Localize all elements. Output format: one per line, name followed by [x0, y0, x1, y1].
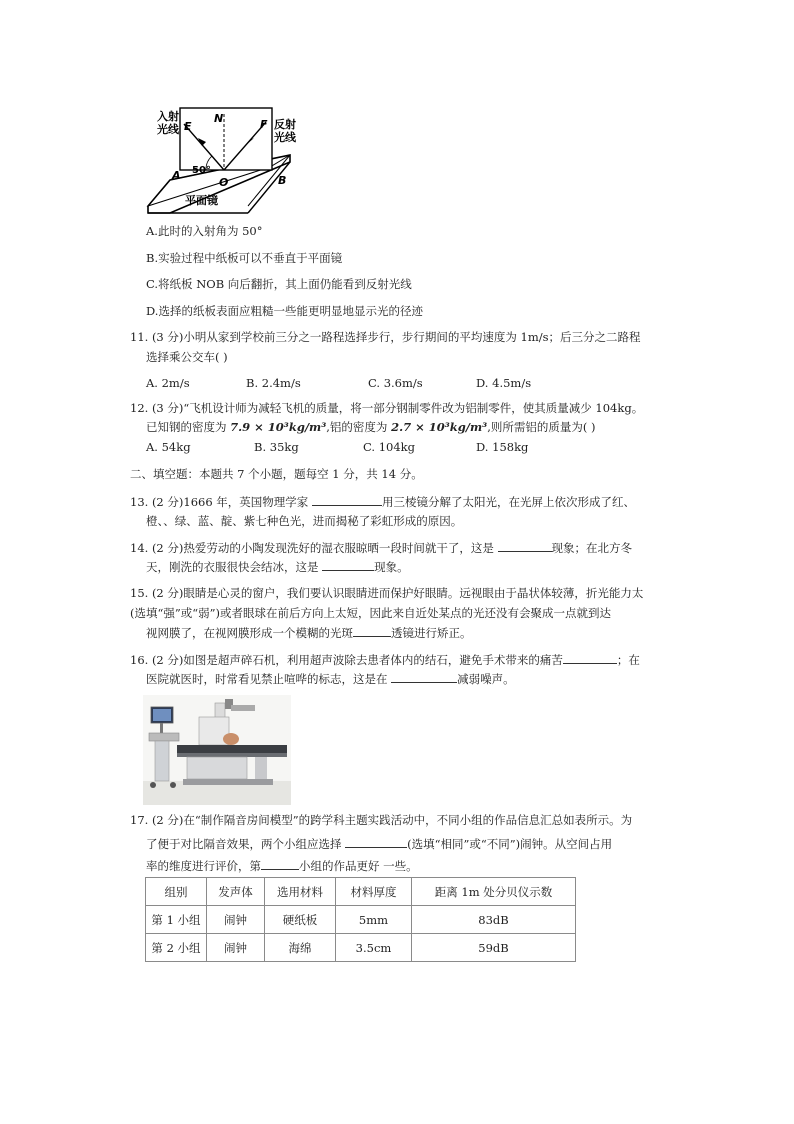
- table-cell: 3.5cm: [336, 934, 412, 962]
- q14-text-a: 14. (2 分)热爱劳动的小陶发现洗好的湿衣服晾晒一段时间就干了，这是: [130, 541, 498, 555]
- q17-line2: [146, 836, 612, 851]
- q17-text-b: (选填“相同”或“不同”)闹钟。从空间占用: [407, 837, 613, 851]
- q14-line2: [146, 559, 409, 574]
- q16-text-a: 16. (2 分)如图是超声碎石机，利用超声波除去患者体内的结石，避免手术带来的痛苦: [130, 653, 563, 667]
- q10-option-c: C.将纸板 NOB 向后翻折，其上面仍能看到反射光线: [146, 277, 412, 291]
- paper-board: [180, 108, 272, 170]
- incident-label-1: 入射: [157, 110, 179, 123]
- q13-line2: 橙、、绿、蓝、靛、紫七种色光，进而揭秘了彩虹形成的原因。: [146, 514, 463, 528]
- q14-blank-2[interactable]: [322, 559, 374, 571]
- header-cell: 选用材料: [265, 878, 336, 906]
- q12-line2: [146, 420, 595, 434]
- q15-blank[interactable]: [353, 625, 391, 637]
- section-2-heading: 二、填空题：本题共 7 个小题，题每空 1 分，共 14 分。: [130, 467, 423, 481]
- point-O: O: [219, 176, 229, 189]
- q10-option-b: B.实验过程中纸板可以不垂直于平面镜: [146, 251, 343, 265]
- q15-line2: (选填“强”或“弱”)或者眼球在前后方向上太短，因此来自近处某点的光还没有会聚成一点就到达: [130, 606, 611, 620]
- point-A: A: [172, 169, 181, 182]
- q13-line1: [130, 494, 635, 509]
- q11-line1: 11. (3 分)小明从家到学校前三分之一路程选择步行，步行期间的平均速度为 1m/s；后三分之二路程: [130, 330, 641, 344]
- point-F: F: [260, 118, 268, 131]
- q12-text-b: ,铝的密度为: [326, 420, 392, 434]
- point-N: N: [214, 112, 224, 125]
- q13-text-b: 用三棱镜分解了太阳光，在光屏上依次形成了红、: [381, 495, 635, 509]
- table-cell: 83dB: [412, 906, 576, 934]
- mirror-label: 平面镜: [185, 194, 218, 207]
- q11-line2: 选择乘公交车( ): [146, 350, 228, 364]
- soundproof-table: [145, 877, 576, 962]
- q15-line1: 15. (2 分)眼睛是心灵的窗户，我们要认识眼睛进而保护好眼睛。远视眼由于晶状体较薄，折光能力太: [130, 586, 644, 600]
- point-E: E: [184, 120, 192, 133]
- q16-text-b: ；在: [616, 653, 640, 667]
- table-cell: 闹钟: [207, 906, 265, 934]
- q17-text-d: 小组的作品更好 一些。: [299, 859, 418, 873]
- q14-line1: [130, 540, 632, 555]
- q10-option-d: D.选择的纸板表面应粗糙一些能更明显地显示光的径迹: [146, 304, 423, 318]
- q14-text-c: 天，刚洗的衣服很快会结冰，这是: [146, 560, 323, 574]
- point-B: B: [278, 174, 287, 187]
- q11-option-d: D. 4.5m/s: [476, 376, 532, 390]
- q12-text-c: ,则所需铝的质量为( ): [487, 420, 596, 434]
- ultrasonic-lithotripter-image: [143, 695, 291, 805]
- table-cell: 海绵: [265, 934, 336, 962]
- q14-text-b: 现象；在北方冬: [551, 541, 633, 555]
- table-cell: 5mm: [336, 906, 412, 934]
- q14-blank-1[interactable]: [498, 540, 552, 552]
- q12-option-c: C. 104kg: [363, 440, 415, 454]
- table-row: [146, 906, 576, 934]
- aluminium-density: 2.7 × 10³kg/m³: [391, 420, 488, 434]
- q13-blank[interactable]: [312, 494, 382, 506]
- q16-text-c: 医院就医时，时常看见禁止喧哗的标志，这是在: [146, 672, 392, 686]
- q16-text-d: 减弱噪声。: [457, 672, 515, 686]
- incident-label-2: 光线: [157, 123, 179, 136]
- header-cell: 组别: [146, 878, 207, 906]
- q12-option-a: A. 54kg: [146, 440, 191, 454]
- q12-option-b: B. 35kg: [254, 440, 299, 454]
- q16-line2: [146, 671, 515, 686]
- q16-blank-1[interactable]: [563, 652, 617, 664]
- header-cell: 材料厚度: [336, 878, 412, 906]
- q17-text-c: 率的维度进行评价，第: [146, 859, 261, 873]
- table-cell: 59dB: [412, 934, 576, 962]
- header-cell: 距离 1m 处分贝仪示数: [412, 878, 576, 906]
- q17-line1: 17. (2 分)在“制作隔音房间模型”的跨学科主题实践活动中，不同小组的作品信息汇总如表所示。为: [130, 813, 633, 827]
- reflected-label-1: 反射: [274, 118, 296, 131]
- q17-text-a: 了便于对比隔音效果，两个小组应选择: [146, 837, 346, 851]
- q14-text-d: 现象。: [374, 560, 409, 574]
- q11-option-c: C. 3.6m/s: [368, 376, 423, 390]
- q16-line1: [130, 652, 640, 667]
- table-header-row: [146, 878, 576, 906]
- header-cell: 发声体: [207, 878, 265, 906]
- table-cell: 第 1 小组: [146, 906, 207, 934]
- q15-line3: [146, 625, 472, 640]
- table-cell: 第 2 小组: [146, 934, 207, 962]
- q11-option-b: B. 2.4m/s: [246, 376, 301, 390]
- q17-blank-1[interactable]: [345, 836, 407, 848]
- q11-option-a: A. 2m/s: [146, 376, 190, 390]
- table-cell: 闹钟: [207, 934, 265, 962]
- q15-text-b: 透镜进行矫正。: [391, 626, 472, 640]
- q12-option-d: D. 158kg: [476, 440, 529, 454]
- q12-text-a: 已知钢的密度为: [146, 420, 231, 434]
- table-row: [146, 934, 576, 962]
- q16-blank-2[interactable]: [391, 671, 457, 683]
- angle-label: 50°: [192, 165, 211, 176]
- table-cell: 硬纸板: [265, 906, 336, 934]
- q17-blank-2[interactable]: [261, 858, 299, 870]
- q15-text-a: 视网膜了，在视网膜形成一个模糊的光斑: [146, 626, 353, 640]
- steel-density: 7.9 × 10³kg/m³: [230, 420, 327, 434]
- reflection-diagram: [140, 100, 310, 220]
- reflected-label-2: 光线: [274, 131, 296, 144]
- q13-text-a: 13. (2 分)1666 年，英国物理学家: [130, 495, 312, 509]
- q17-line3: [146, 858, 418, 873]
- q12-line1: 12. (3 分)“飞机设计师为减轻飞机的质量，将一部分钢制零件改为铝制零件，使其质量减少 104kg。: [130, 401, 644, 415]
- q10-option-a: A.此时的入射角为 50°: [146, 224, 263, 238]
